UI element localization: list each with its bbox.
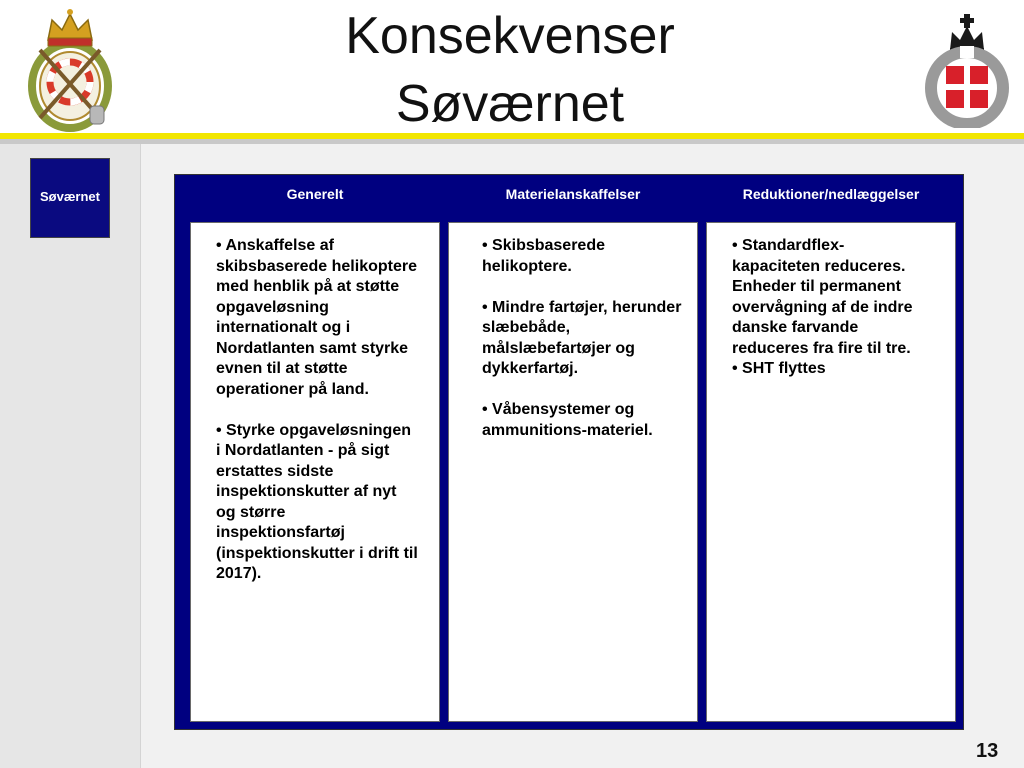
bullet-item: • SHT flyttes bbox=[732, 360, 826, 377]
title-line-1: Konsekvenser bbox=[345, 7, 675, 65]
bullet-item: • Våbensystemer og ammunitions-materiel. bbox=[482, 401, 653, 439]
bullet-item: • Styrke opgaveløsningen i Nordatlanten - på sigt erstattes sidste inspektionskutter af nyt og større inspektionsfartøj (inspektionskutter i drift til 2017). bbox=[216, 421, 418, 582]
section-label-box bbox=[30, 158, 110, 238]
reductions-bullets bbox=[732, 236, 932, 380]
section-label: Søværnet bbox=[40, 189, 100, 204]
column-heading-reductions: Reduktioner/nedlæggelser bbox=[742, 186, 920, 202]
bullet-item: • Standardflex-kapaciteten reduceres. Enheder til permanent overvågning af de indre danske farvande reduceres fra fire til tre. bbox=[732, 237, 913, 357]
bullet-item: • Mindre fartøjer, herunder slæbebåde, målslæbefartøjer og dykkerfartøj. bbox=[482, 298, 682, 377]
title-line-2: Søværnet bbox=[395, 75, 625, 133]
column-heading-procurement: Materielanskaffelser bbox=[505, 186, 641, 202]
slide-header bbox=[0, 0, 1024, 133]
procurement-bullets bbox=[482, 236, 684, 441]
bullet-item: • Skibsbaserede helikoptere. bbox=[482, 237, 605, 275]
army-engineer-crest-icon bbox=[26, 6, 114, 134]
column-heading-general: Generelt bbox=[286, 186, 344, 202]
slide-title bbox=[300, 2, 720, 138]
defence-emblem-icon bbox=[920, 10, 1014, 128]
page-number: 13 bbox=[976, 740, 999, 762]
general-bullets bbox=[216, 236, 418, 585]
bullet-item: • Anskaffelse af skibsbaserede helikoptere med henblik på at støtte opgaveløsning internationalt og i Nordatlanten samt styrke evnen til at støtte operationer på land. bbox=[216, 237, 417, 398]
